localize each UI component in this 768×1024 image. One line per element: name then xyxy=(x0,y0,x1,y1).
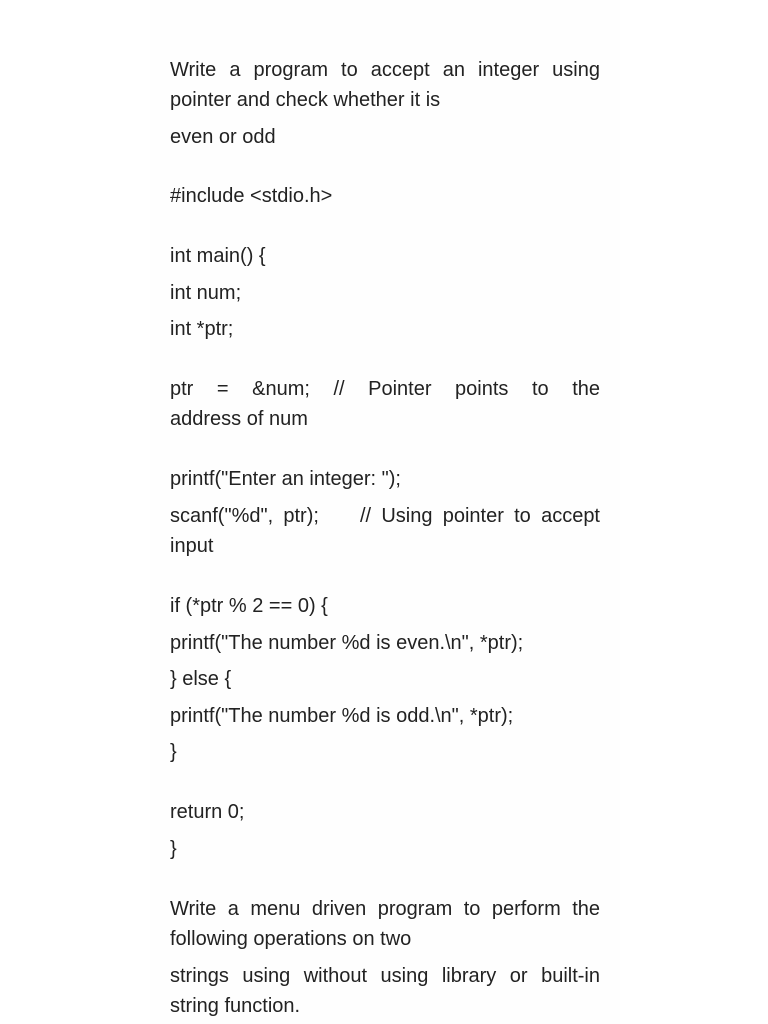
question-1-line-2: pointer and check whether it is xyxy=(170,89,441,111)
question-1-line-1: Write a program to accept an integer using xyxy=(170,59,600,81)
code-assign-line-2: address of num xyxy=(170,408,308,430)
code-close-main: } xyxy=(170,838,177,860)
question-2-line-3: strings using without using library or built-in xyxy=(170,965,600,987)
question-2-line-1: Write a menu driven program to perform the xyxy=(170,898,600,920)
code-printf-even: printf("The number %d is even.\n", *ptr); xyxy=(170,632,524,654)
code-scanf-line-2: input xyxy=(170,535,214,557)
code-if: if (*ptr % 2 == 0) { xyxy=(170,595,328,617)
code-printf-odd: printf("The number %d is odd.\n", *ptr); xyxy=(170,705,514,727)
question-2-line-2: following operations on two xyxy=(170,928,412,950)
code-decl-num: int num; xyxy=(170,282,242,304)
code-include: #include <stdio.h> xyxy=(170,185,333,207)
code-assign-line-1: ptr = &num; // Pointer points to the xyxy=(170,378,600,400)
code-return: return 0; xyxy=(170,801,245,823)
code-printf-prompt: printf("Enter an integer: "); xyxy=(170,468,401,490)
code-decl-ptr: int *ptr; xyxy=(170,318,234,340)
code-else: } else { xyxy=(170,668,232,690)
question-2-line-4: string function. xyxy=(170,995,301,1017)
question-1-line-3: even or odd xyxy=(170,126,276,148)
code-close-if: } xyxy=(170,741,177,763)
code-main-open: int main() { xyxy=(170,245,266,267)
code-scanf-line-1: scanf("%d", ptr); // Using pointer to accept xyxy=(170,505,600,527)
